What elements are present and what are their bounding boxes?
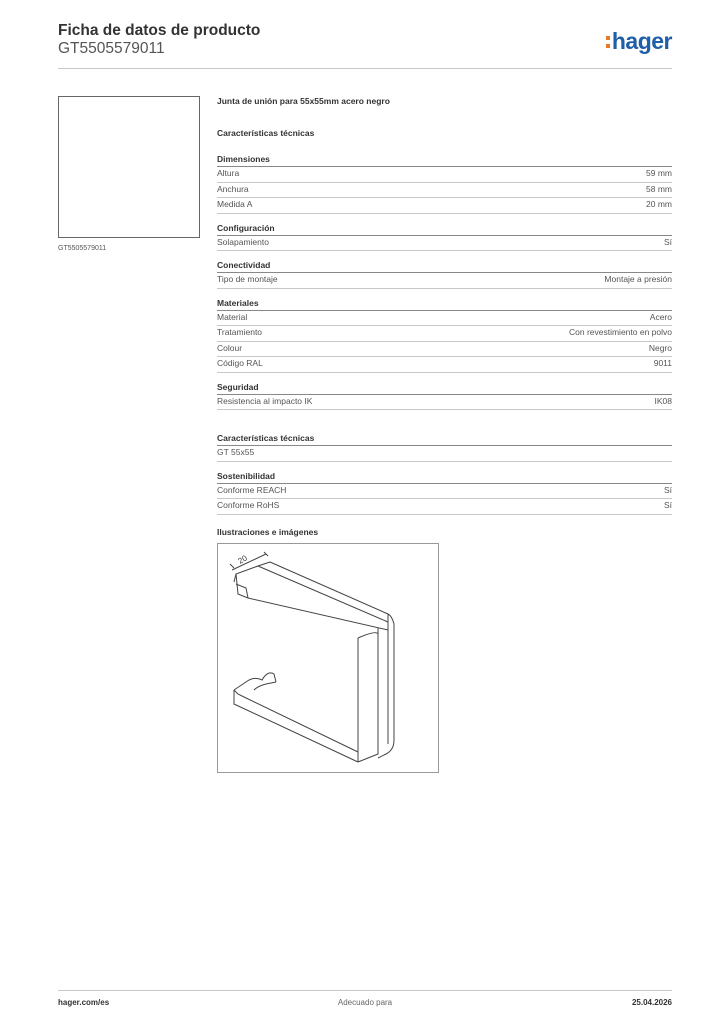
section-title: Características técnicas <box>217 128 315 138</box>
spec-group-title: Seguridad <box>217 382 672 395</box>
spec-group-title: Conectividad <box>217 260 672 273</box>
spec-value: Negro <box>648 342 672 353</box>
spec-row <box>217 167 672 183</box>
spec-value: Montaje a presión <box>604 274 672 284</box>
spec-value: Sí <box>663 500 672 510</box>
spec-label: Altura <box>217 168 240 178</box>
spec-row <box>217 326 672 342</box>
spec-label: Tratamiento <box>217 327 263 337</box>
document-title: Ficha de datos de producto <box>58 22 261 39</box>
spec-label: Solapamiento <box>217 236 269 247</box>
spec-value: Sí <box>663 236 672 247</box>
logo-text: hager <box>611 28 672 54</box>
spec-group <box>217 471 672 515</box>
spec-label: Medida A <box>217 199 253 209</box>
footer-divider <box>58 990 672 991</box>
product-illustration <box>217 543 439 773</box>
spec-label: Anchura <box>217 183 249 194</box>
spec-group-title: Características técnicas <box>217 433 672 446</box>
spec-group-title: Configuración <box>217 223 672 236</box>
spec-value: 58 mm <box>646 183 672 194</box>
extra-spec-groups <box>217 433 672 515</box>
spec-row <box>217 499 672 515</box>
document-header <box>58 22 260 58</box>
thumbnail-caption: GT5505579011 <box>58 245 107 252</box>
spec-label: Código RAL <box>217 358 263 368</box>
footer-date: 25.04.2026 <box>631 998 672 1007</box>
product-name: Junta de unión para 55x55mm acero negro <box>217 96 390 106</box>
spec-label: Conforme REACH <box>217 484 287 495</box>
product-code: GT5505579011 <box>58 40 165 57</box>
logo-dots-icon <box>606 34 610 50</box>
product-thumbnail <box>58 96 200 238</box>
spec-row <box>217 183 672 199</box>
illustrations-title: Ilustraciones e imágenes <box>217 526 319 537</box>
spec-label: Resistencia al impacto IK <box>217 395 313 406</box>
spec-row <box>217 357 672 373</box>
spec-value: Sí <box>663 484 672 495</box>
spec-group-title: Dimensiones <box>217 154 672 167</box>
dimension-label: 20 <box>236 552 249 566</box>
spec-value: Acero <box>649 311 672 322</box>
spec-label: Material <box>217 311 248 322</box>
spec-label: Conforme RoHS <box>217 500 280 510</box>
spec-group <box>217 382 672 411</box>
spec-label: Colour <box>217 342 243 353</box>
spec-value: IK08 <box>654 395 672 406</box>
spec-group <box>217 154 672 214</box>
spec-group <box>217 298 672 373</box>
spec-value: 20 mm <box>646 199 672 209</box>
spec-group <box>217 433 672 462</box>
spec-row <box>217 342 672 358</box>
spec-group-title: Sostenibilidad <box>217 471 672 484</box>
spec-row <box>217 273 672 289</box>
hager-logo <box>606 28 672 55</box>
spec-row <box>217 311 672 327</box>
spec-groups <box>217 154 672 410</box>
spec-label: Tipo de montaje <box>217 274 278 284</box>
footer-website-link[interactable]: hager.com/es <box>58 998 110 1007</box>
product-details <box>217 96 672 773</box>
spec-row <box>217 395 672 411</box>
spec-group <box>217 260 672 289</box>
spec-group-title: Materiales <box>217 298 672 311</box>
header-divider <box>58 68 672 69</box>
spec-value: 9011 <box>653 358 672 368</box>
spec-row <box>217 484 672 500</box>
spec-label: GT 55x55 <box>217 447 255 457</box>
spec-row <box>217 446 672 462</box>
spec-group <box>217 223 672 252</box>
spec-row <box>217 198 672 214</box>
spec-value: Con revestimiento en polvo <box>568 327 672 337</box>
footer-suitable-for: Adecuado para <box>337 998 393 1007</box>
spec-value: 59 mm <box>646 168 672 178</box>
coupler-drawing-icon <box>218 544 440 774</box>
spec-row <box>217 236 672 252</box>
